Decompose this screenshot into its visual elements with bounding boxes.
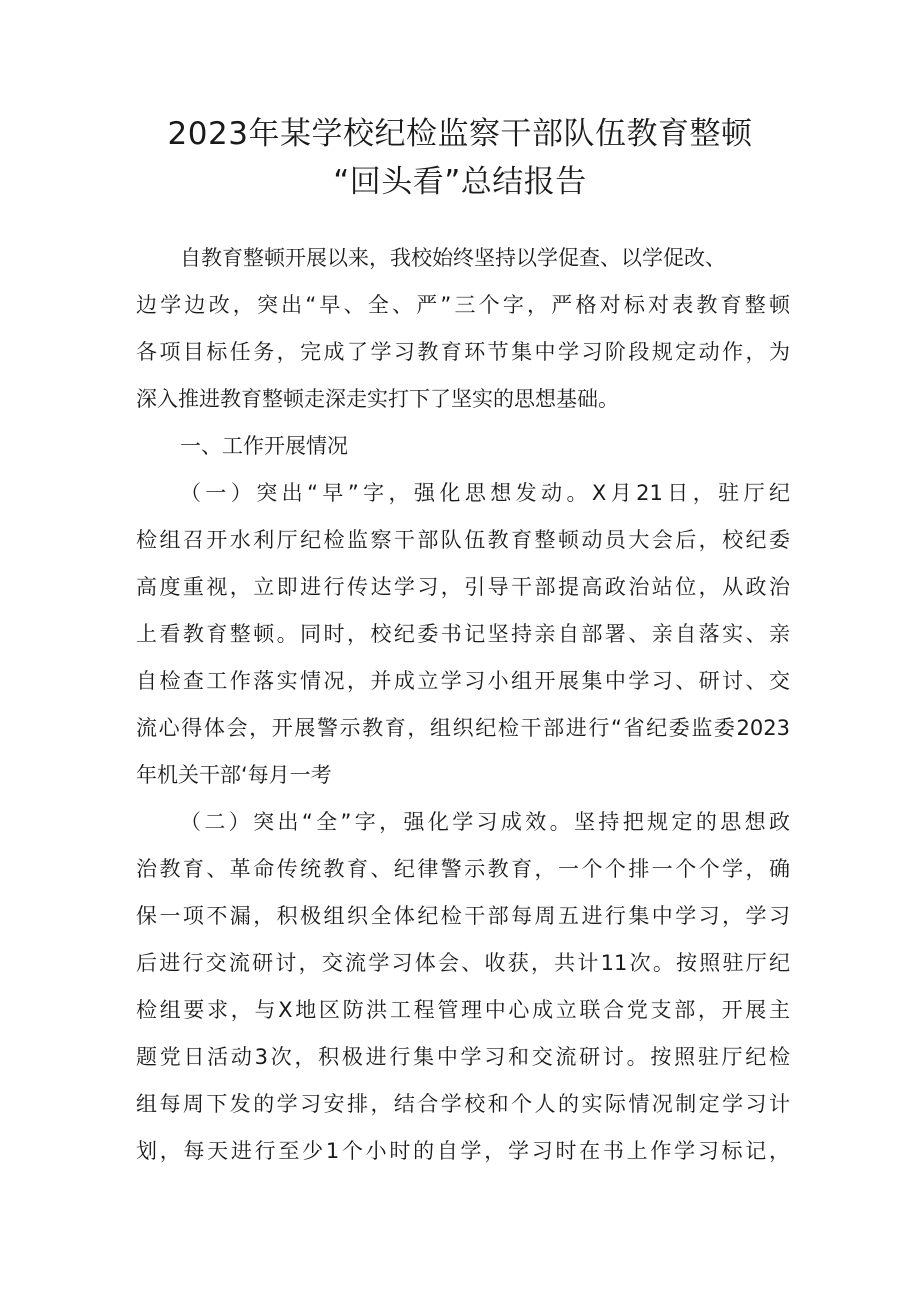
section-heading: 一、工作开展情况 (180, 434, 348, 458)
paragraph-line: 题党日活动3次，积极进行集中学习和交流研讨。按照驻厅纪检 (136, 1045, 790, 1069)
paragraph-line: 自教育整顿开展以来，我校始终坚持以学促查、以学促改、 (180, 246, 726, 270)
paragraph-line: 流心得体会，开展警示教育，组织纪检干部进行“省纪委监委2023 (136, 716, 790, 740)
paragraph-line: 深入推进教育整顿走深走实打下了坚实的思想基础。 (136, 387, 619, 411)
paragraph-line: 年机关干部‘每月一考 (136, 763, 332, 787)
paragraph-line: 高度重视，立即进行传达学习，引导干部提高政治站位，从政治 (136, 575, 790, 599)
paragraph-line: 自检查工作落实情况，并成立学习小组开展集中学习、研讨、交 (136, 669, 790, 693)
paragraph-line: （二）突出“全”字，强化学习成效。坚持把规定的思想政 (180, 810, 790, 834)
paragraph-line: 组每周下发的学习安排，结合学校和个人的实际情况制定学习计 (136, 1092, 790, 1116)
document-title-line-1: 2023年某学校纪检监察干部队伍教育整顿 (167, 116, 753, 152)
document-title-line-2: “回头看”总结报告 (333, 164, 587, 200)
paragraph-line: 上看教育整顿。同时，校纪委书记坚持亲自部署、亲自落实、亲 (136, 622, 790, 646)
paragraph-line: 检组要求，与X地区防洪工程管理中心成立联合党支部，开展主 (136, 998, 790, 1022)
paragraph-line: 检组召开水利厅纪检监察干部队伍教育整顿动员大会后，校纪委 (136, 528, 790, 552)
paragraph-line: 划，每天进行至少1个小时的自学，学习时在书上作学习标记， (136, 1139, 790, 1163)
paragraph-line: 后进行交流研讨，交流学习体会、收获，共计11次。按照驻厅纪 (136, 951, 790, 975)
paragraph-line: 边学边改，突出“早、全、严”三个字，严格对标对表教育整顿 (136, 293, 790, 317)
paragraph-line: 保一项不漏，积极组织全体纪检干部每周五进行集中学习，学习 (136, 904, 790, 928)
paragraph-line: 治教育、革命传统教育、纪律警示教育，一个个排一个个学，确 (136, 857, 790, 881)
paragraph-line: 各项目标任务，完成了学习教育环节集中学习阶段规定动作，为 (136, 340, 790, 364)
paragraph-line: （一）突出“早”字，强化思想发动。X月21日，驻厅纪 (180, 481, 790, 505)
